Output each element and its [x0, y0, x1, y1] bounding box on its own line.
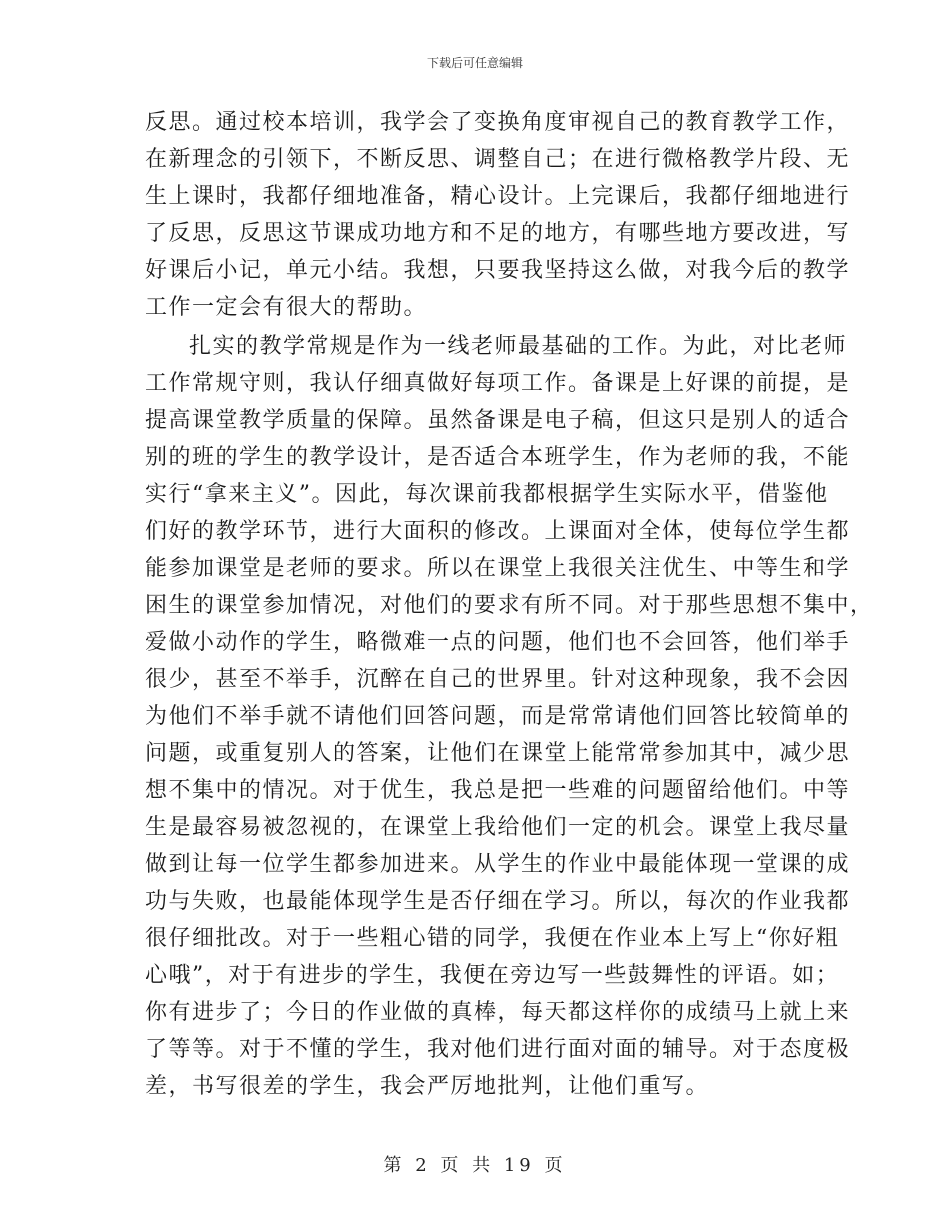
page-number: 第 2 页 共 19 页 — [383, 1155, 567, 1176]
text-line: 实行“拿来主义”。因此，每次课前我都根据学生实际水平，借鉴他 — [145, 482, 829, 507]
text-line: 差，书写很差的学生，我会严厉地批判，让他们重写。 — [145, 1074, 710, 1099]
text-line: 想不集中的情况。对于优生，我总是把一些难的问题留给他们。中等 — [145, 778, 851, 803]
text-line: 了等等。对于不懂的学生，我对他们进行面对面的辅导。对于态度极 — [145, 1037, 851, 1062]
page-header-note: 下载后可任意编辑 — [426, 56, 523, 70]
text-line: 做到让每一位学生都参加进来。从学生的作业中最能体现一堂课的成 — [145, 852, 851, 877]
text-line: 困生的课堂参加情况，对他们的要求有所不同。对于那些思想不集中， — [145, 593, 874, 618]
text-line: 爱做小动作的学生，略微难一点的问题，他们也不会回答，他们举手 — [145, 630, 851, 655]
paragraph — [145, 328, 874, 1105]
text-line: 为他们不举手就不请他们回答问题，而是常常请他们回答比较简单的 — [145, 704, 851, 729]
text-line: 很少，甚至不举手，沉醉在自己的世界里。针对这种现象，我不会因 — [145, 667, 851, 692]
text-line: 工作常规守则，我认仔细真做好每项工作。备课是上好课的前提，是 — [145, 371, 851, 396]
text-line: 们好的教学环节，进行大面积的修改。上课面对全体，使每位学生都 — [145, 519, 851, 544]
text-line: 生上课时，我都仔细地准备，精心设计。上完课后，我都仔细地进行 — [145, 184, 851, 209]
text-line: 提高课堂教学质量的保障。虽然备课是电子稿，但这只是别人的适合 — [145, 408, 851, 433]
paragraph — [145, 104, 851, 326]
document-body — [145, 104, 874, 1105]
text-line: 问题，或重复别人的答案，让他们在课堂上能常常参加其中，减少思 — [145, 741, 851, 766]
text-line: 生是最容易被忽视的，在课堂上我给他们一定的机会。课堂上我尽量 — [145, 815, 851, 840]
text-line: 很仔细批改。对于一些粗心错的同学，我便在作业本上写上“你好粗 — [145, 926, 840, 951]
text-line: 心哦”，对于有进步的学生，我便在旁边写一些鼓舞性的评语。如； — [145, 963, 840, 988]
text-line: 扎实的教学常规是作为一线老师最基础的工作。为此，对比老师 — [189, 334, 848, 359]
text-line: 别的班的学生的教学设计，是否适合本班学生，作为老师的我，不能 — [145, 445, 851, 470]
text-line: 工作一定会有很大的帮助。 — [145, 295, 428, 320]
text-line: 你有进步了；今日的作业做的真棒，每天都这样你的成绩马上就上来 — [145, 1000, 851, 1025]
text-line: 功与失败，也最能体现学生是否仔细在学习。所以，每次的作业我都 — [145, 889, 851, 914]
text-line: 在新理念的引领下，不断反思、调整自己；在进行微格教学片段、无 — [145, 147, 851, 172]
text-line: 能参加课堂是老师的要求。所以在课堂上我很关注优生、中等生和学 — [145, 556, 851, 581]
text-line: 好课后小记，单元小结。我想，只要我坚持这么做，对我今后的教学 — [145, 258, 851, 283]
text-line: 反思。通过校本培训，我学会了变换角度审视自己的教育教学工作， — [145, 110, 851, 135]
text-line: 了反思，反思这节课成功地方和不足的地方，有哪些地方要改进，写 — [145, 221, 851, 246]
